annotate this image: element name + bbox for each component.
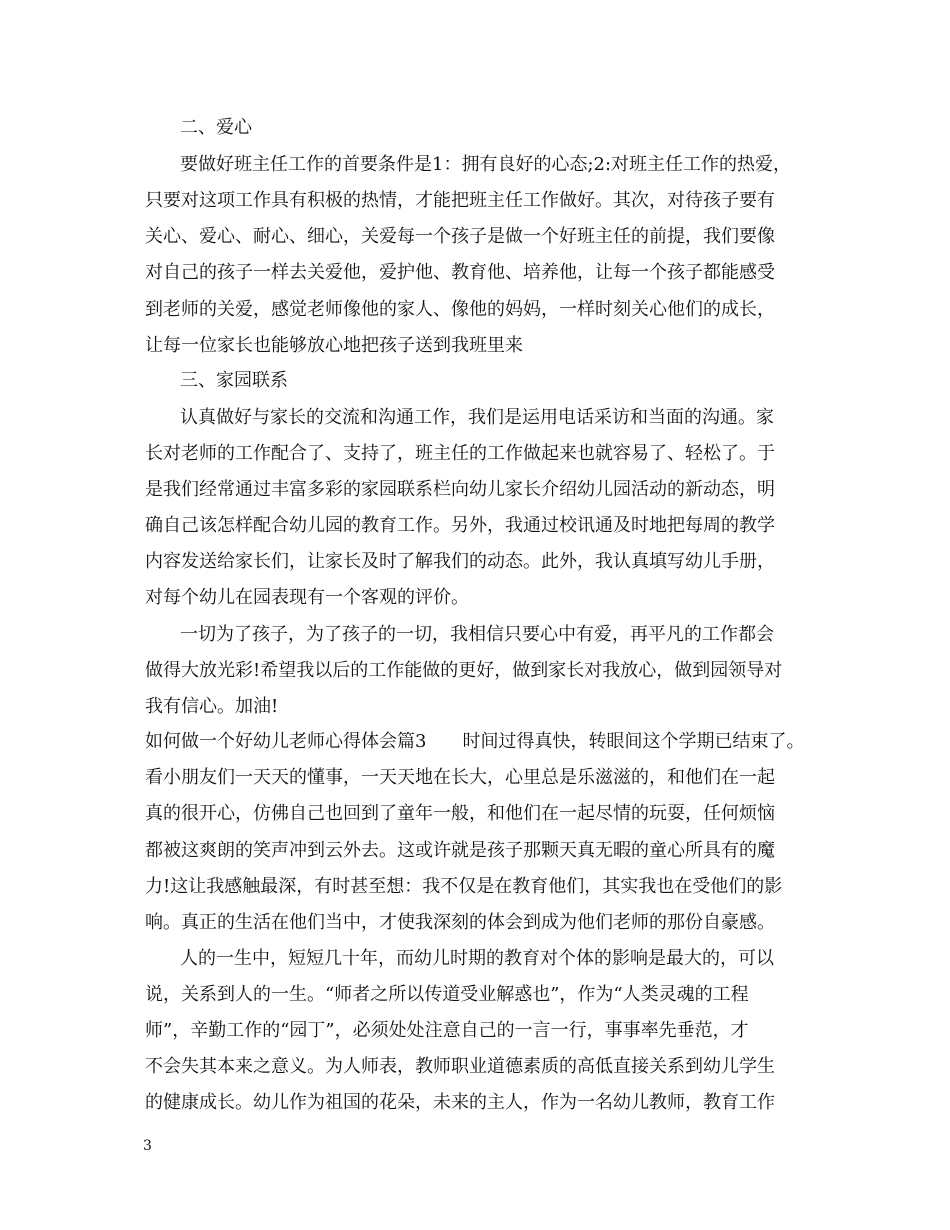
text-line: 的健康成长。幼儿作为祖国的花朵，未来的主人，作为一名幼儿教师，教育工作 xyxy=(145,1092,775,1113)
text-line: 到老师的关爱，感觉老师像他的家人、像他的妈妈，一样时刻关心他们的成长， xyxy=(145,299,775,320)
text-line: 都被这爽朗的笑声冲到云外去。这或许就是孩子那颗天真无暇的童心所具有的魔 xyxy=(145,840,775,861)
text-line: 不会失其本来之意义。为人师表，教师职业道德素质的高低直接关系到幼儿学生 xyxy=(145,1056,775,1077)
text-line: 内容发送给家长们，让家长及时了解我们的动态。此外，我认真填写幼儿手册， xyxy=(145,551,775,572)
text-line: 我有信心。加油! xyxy=(145,696,279,717)
text-line: 只要对这项工作具有积极的热情，才能把班主任工作做好。其次，对待孩子要有 xyxy=(145,190,775,211)
text-line: 做得大放光彩!希望我以后的工作能做的更好，做到家长对我放心，做到园领导对 xyxy=(145,660,783,681)
heading-love: 二、爱心 xyxy=(180,117,252,138)
text-line: 对自己的孩子一样去关爱他，爱护他、教育他、培养他，让每一个孩子都能感受 xyxy=(145,262,775,283)
text-line: 长对老师的工作配合了、支持了，班主任的工作做起来也就容易了、轻松了。于 xyxy=(145,443,775,464)
text-line: 看小朋友们一天天的懂事，一天天地在长大，心里总是乐滋滋的，和他们在一起 xyxy=(145,767,775,788)
text-line: 对每个幼儿在园表现有一个客观的评价。 xyxy=(145,587,469,608)
text-line: 人的一生中，短短几十年，而幼儿时期的教育对个体的影响是最大的，可以 xyxy=(180,948,774,969)
text-line: 让每一位家长也能够放心地把孩子送到我班里来 xyxy=(145,335,523,356)
text-line: 关心、爱心、耐心、细心，关爱每一个孩子是做一个好班主任的前提，我们要像 xyxy=(145,226,775,247)
page-number: 3 xyxy=(143,1138,152,1154)
text-line: 要做好班主任工作的首要条件是1：拥有良好的心态;2:对班主任工作的热爱， xyxy=(180,154,792,175)
heading-home-school: 三、家园联系 xyxy=(180,370,288,391)
text-line: 真的很开心，仿佛自己也回到了童年一般，和他们在一起尽情的玩耍，任何烦恼 xyxy=(145,803,775,824)
text-line: 力!这让我感触最深，有时甚至想：我不仅是在教育他们，其实我也在受他们的影 xyxy=(145,876,783,897)
text-line: 说，关系到人的一生。“师者之所以传道受业解惑也”，作为“人类灵魂的工程 xyxy=(145,984,749,1005)
text-line: 认真做好与家长的交流和沟通工作，我们是运用电话采访和当面的沟通。家 xyxy=(180,407,774,428)
text-line: 响。真正的生活在他们当中，才使我深刻的体会到成为他们老师的那份自豪感。 xyxy=(145,912,775,933)
text-line: 师”，辛勤工作的“园丁”，必须处处注意自己的一言一行，事事率先垂范，才 xyxy=(145,1020,749,1041)
text-line: 一切为了孩子，为了孩子的一切，我相信只要心中有爱，再平凡的工作都会 xyxy=(180,624,774,645)
text-line: 是我们经常通过丰富多彩的家园联系栏向幼儿家长介绍幼儿园活动的新动态，明 xyxy=(145,479,775,500)
text-line: 确自己该怎样配合幼儿园的教育工作。另外，我通过校讯通及时地把每周的教学 xyxy=(145,515,775,536)
article-title-line: 如何做一个好幼儿老师心得体会篇3 时间过得真快，转眼间这个学期已结束了。 xyxy=(145,731,805,752)
